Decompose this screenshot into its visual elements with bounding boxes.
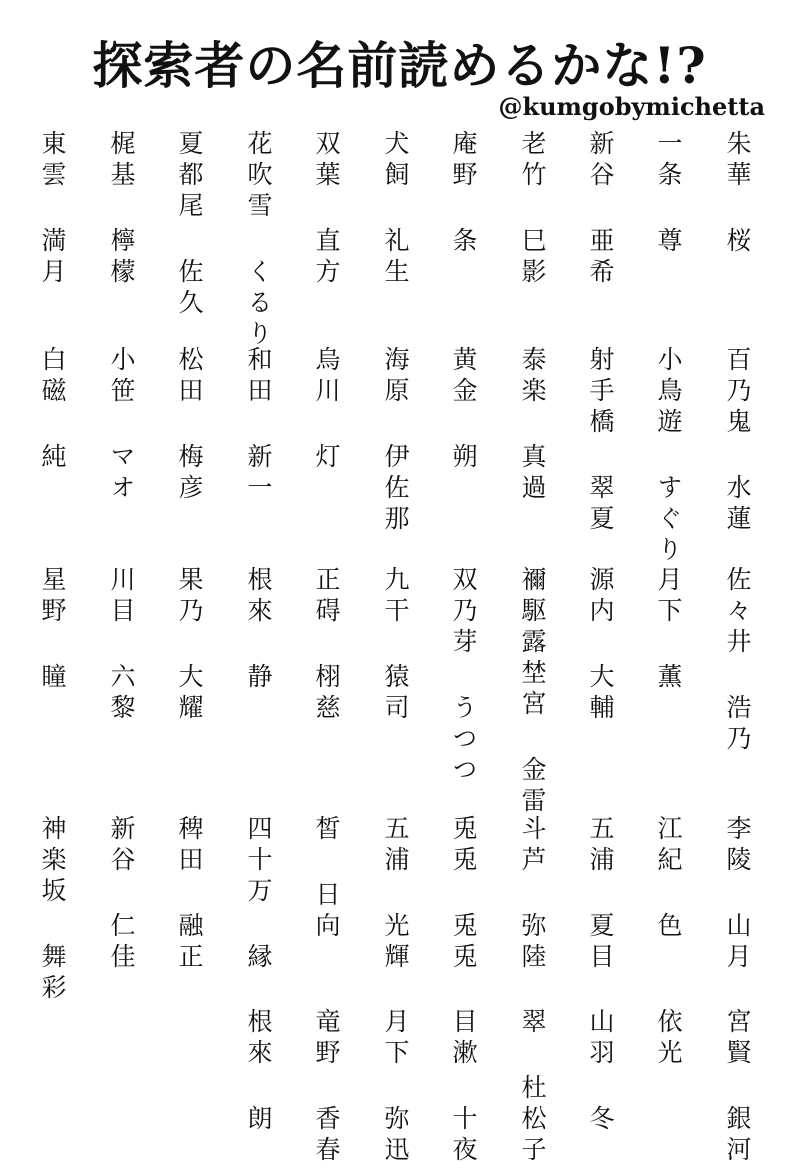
name-entry: 李陵 山月: [723, 815, 752, 974]
name-entry: 双乃芽 うつつ: [449, 566, 478, 787]
name-entry: 梶基 檸檬: [107, 130, 136, 289]
name-entry: 花吹雪 くるり: [244, 130, 273, 351]
name-entry: 九干 猿司: [381, 566, 410, 725]
name-entry: 海原 伊佐那: [381, 346, 410, 536]
name-entry: 五浦 光輝: [381, 815, 410, 974]
name-entry: 依光: [654, 1008, 683, 1070]
name-entry: 五浦 夏目: [586, 815, 615, 974]
name-entry: 黄金 朔: [449, 346, 478, 474]
name-entry: 佐々井 浩乃: [723, 566, 752, 756]
name-entry: 松田 梅彦: [175, 346, 204, 505]
name-entry: 正碍 栩慈: [312, 566, 341, 725]
name-entry: 小笹 マオ: [107, 346, 136, 505]
name-entry: 竜野 香春: [312, 1008, 341, 1167]
name-entry: 星野 瞳: [38, 566, 67, 694]
name-entry: 皙 日向: [312, 815, 341, 943]
page-title: 探索者の名前読めるかな!?: [92, 36, 707, 95]
name-entry: 稗田 融正: [175, 815, 204, 974]
name-entry: 山羽 冬: [586, 1008, 615, 1136]
name-entry: 百乃鬼 水蓮: [723, 346, 752, 536]
name-entry: 老竹 巳影: [518, 130, 547, 289]
name-entry: 烏川 灯: [312, 346, 341, 474]
name-entry: 江紀 色: [654, 815, 683, 943]
name-entry: 月下 薫: [654, 566, 683, 694]
name-entry: 禰駆露埜宮 金雷: [518, 566, 547, 818]
name-entry: 根來 朗: [244, 1008, 273, 1136]
name-entry: 泰楽 真過: [518, 346, 547, 505]
name-entry: 斗芦 弥陸: [518, 815, 547, 974]
name-entry: 朱華 桜: [723, 130, 752, 258]
credit-handle: @kumgobymichetta: [498, 92, 765, 121]
name-entry: 射手橋 翠夏: [586, 346, 615, 536]
name-entry: 新谷 亜希: [586, 130, 615, 289]
name-entry: 四十万 縁: [244, 815, 273, 974]
name-entry: 根來 静: [244, 566, 273, 694]
name-entry: 東雲 満月: [38, 130, 67, 289]
name-entry: 白磁 純: [38, 346, 67, 474]
name-entry: 果乃 大耀: [175, 566, 204, 725]
name-entry: 川目 六黎: [107, 566, 136, 725]
name-entry: 小鳥遊 すぐり: [654, 346, 683, 567]
name-entry: 源内 大輔: [586, 566, 615, 725]
name-entry: 翠 杜松子: [518, 1008, 547, 1167]
name-entry: 双葉 直方: [312, 130, 341, 289]
name-entry: 月下 弥迅: [381, 1008, 410, 1167]
name-entry: 庵野 条: [449, 130, 478, 258]
name-entry: 目漱 十夜: [449, 1008, 478, 1167]
name-entry: 犬飼 礼生: [381, 130, 410, 289]
name-entry: 和田 新一: [244, 346, 273, 505]
name-entry: 新谷 仁佳: [107, 815, 136, 974]
name-entry: 神楽坂 舞彩: [38, 815, 67, 1005]
name-entry: 夏都尾 佐久: [175, 130, 204, 320]
name-entry: 兎兎 兎兎: [449, 815, 478, 974]
name-entry: 一条 尊: [654, 130, 683, 258]
name-entry: 宮賢 銀河: [723, 1008, 752, 1167]
